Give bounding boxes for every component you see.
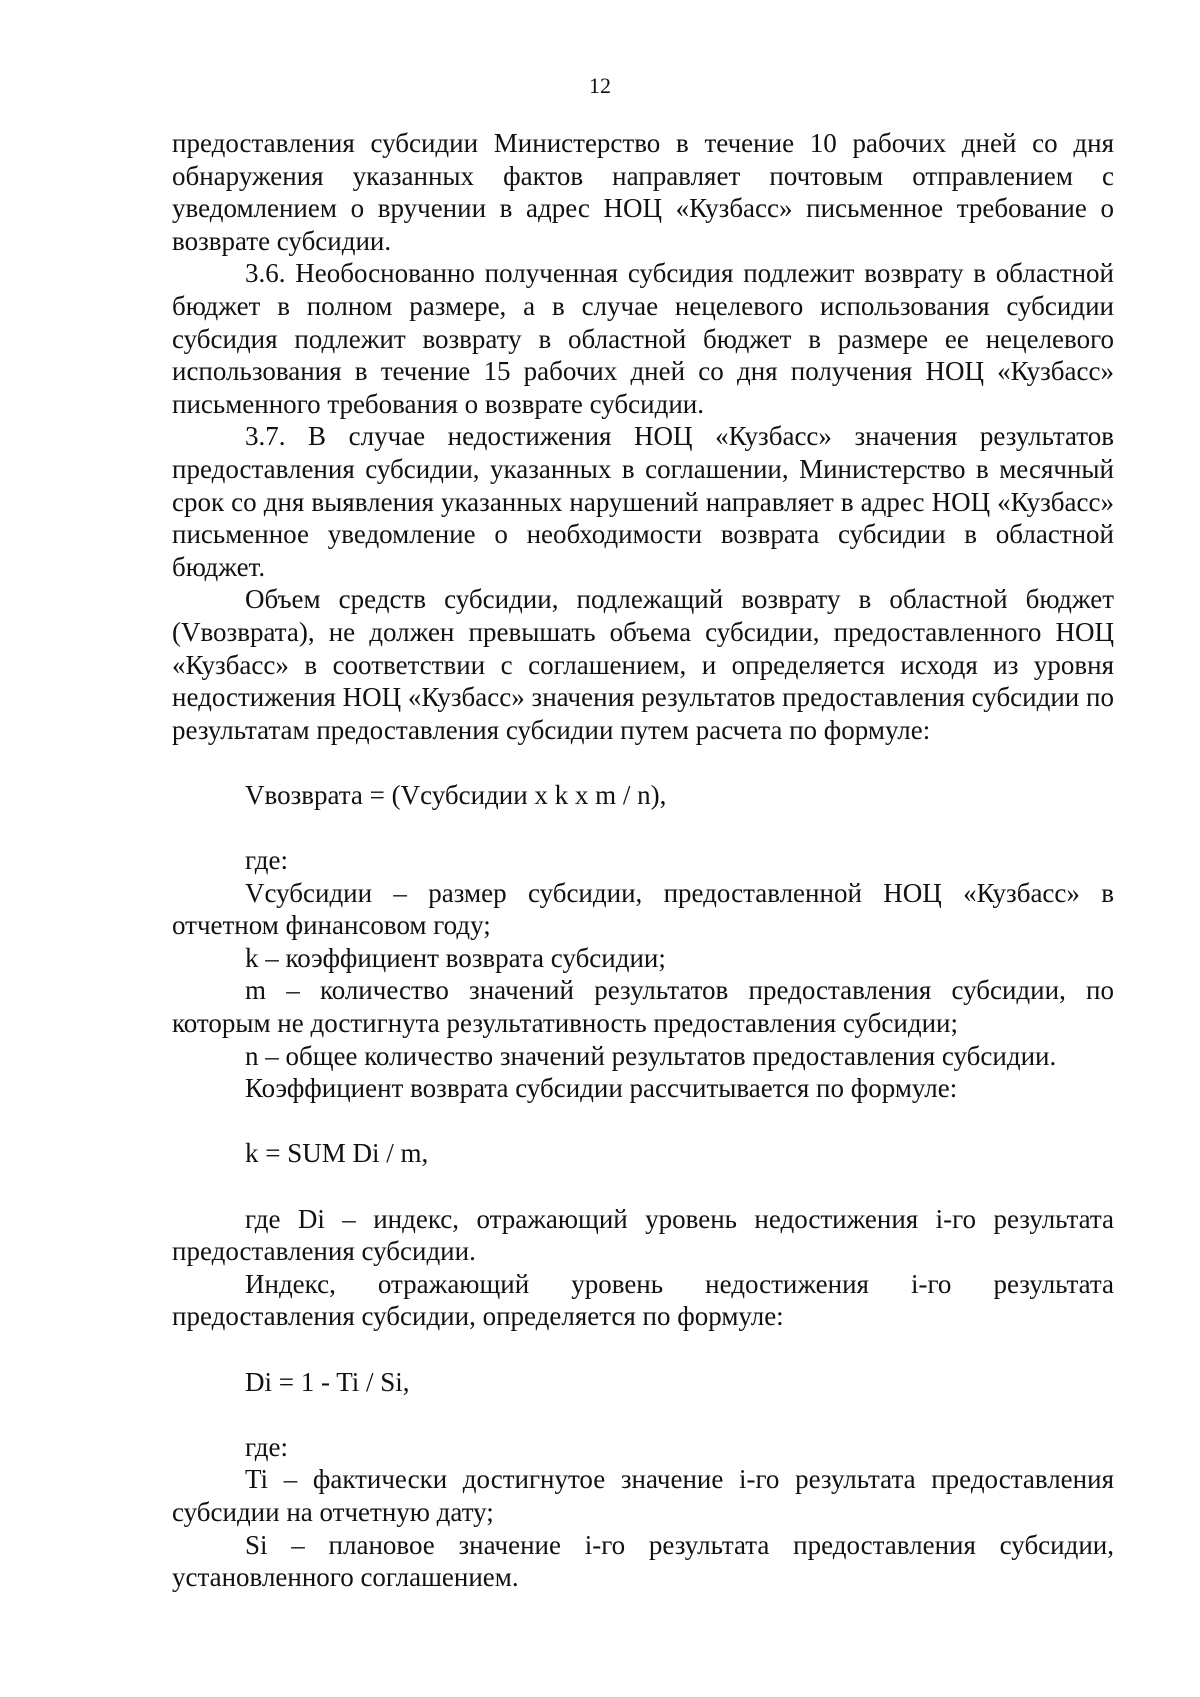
paragraph-index: Индекс, отражающий уровень недостижения i-го результата предоставления субсидии, определяется по формуле: [172, 1268, 1114, 1332]
where-label: где: [245, 845, 288, 876]
definition-v-subsidy: Vсубсидии – размер субсидии, предоставленной НОЦ «Кузбасс» в отчетном финансовом году; [172, 877, 1114, 941]
paragraph-3-7: 3.7. В случае недостижения НОЦ «Кузбасс» значения результатов предоставления субсидии, указанных в соглашении, Министерство в месячный срок со дня выявления указанных нарушений направляет в адрес НОЦ «Кузбасс» письменное уведомление о необходимости возврата субсидии в областной бюджет. [172, 421, 1114, 582]
definition-m: m – количество значений результатов предоставления субсидии, по которым не достигнута результативность предоставления субсидии; [172, 975, 1114, 1039]
paragraph-continuation: предоставления субсидии Министерство в течение 10 рабочих дней со дня обнаружения указанных фактов направляет почтовым отправлением с уведомлением о вручении в адрес НОЦ «Кузбасс» письменное требование о возврате субсидии. [172, 128, 1114, 256]
where-label-2: где: [245, 1431, 288, 1462]
formula-di: Di = 1 - Ti / Si, [245, 1366, 410, 1397]
definition-si: Si – плановое значение i-го результата предоставления субсидии, установленного соглашением. [172, 1529, 1114, 1593]
definition-di: где Di – индекс, отражающий уровень недостижения i-го результата предоставления субсидии. [172, 1203, 1114, 1267]
formula-v-return: Vвозврата = (Vсубсидии x k x m / n), [245, 779, 667, 810]
definition-k: k – коэффициент возврата субсидии; [245, 942, 666, 973]
definition-n: n – общее количество значений результатов предоставления субсидии. [245, 1040, 1057, 1071]
paragraph-3-6: 3.6. Необоснованно полученная субсидия подлежит возврату в областной бюджет в полном размере, а в случае нецелевого использования субсидии субсидия подлежит возврату в областной бюджет в размере ее нецелевого использования в течение 15 рабочих дней со дня получения НОЦ «Кузбасс» письменного требования о возврате субсидии. [172, 258, 1114, 419]
paragraph-coefficient: Коэффициент возврата субсидии рассчитывается по формуле: [245, 1073, 958, 1104]
paragraph-return-volume: Объем средств субсидии, подлежащий возврату в областной бюджет (Vвозврата), не должен превышать объема субсидии, предоставленного НОЦ «Кузбасс» в соответствии с соглашением, и определяется исходя из уровня недостижения НОЦ «Кузбасс» значения результатов предоставления субсидии по результатам предоставления субсидии путем расчета по формуле: [172, 584, 1114, 745]
formula-k: k = SUM Di / m, [245, 1138, 429, 1169]
definition-ti: Ti – фактически достигнутое значение i-го результата предоставления субсидии на отчетную дату; [172, 1464, 1114, 1527]
document-body [172, 127, 1114, 1594]
page-number: 12 [589, 73, 611, 98]
